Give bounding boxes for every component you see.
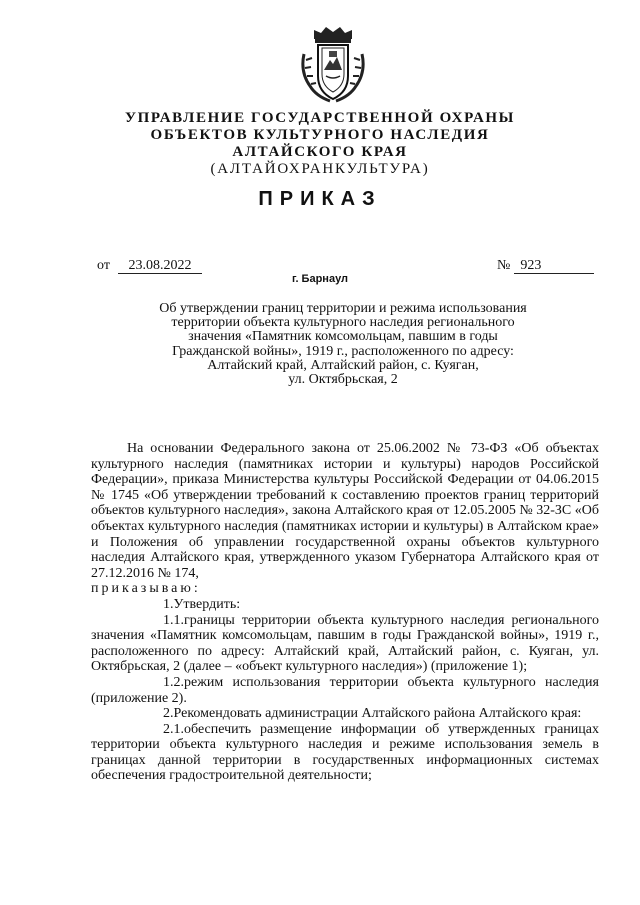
item-1-2: [91, 675, 599, 706]
item-number: 2.1.: [163, 721, 184, 737]
subject-line: Алтайский край, Алтайский район, с. Куяган,: [207, 357, 479, 373]
agency-line: АЛТАЙСКОГО КРАЯ: [232, 144, 408, 160]
item-text: Утвердить:: [173, 596, 241, 612]
city: г. Барнаул: [291, 273, 349, 285]
item-text: Рекомендовать администрации Алтайского района Алтайского края:: [173, 706, 582, 722]
item-1-1: [91, 613, 599, 675]
agency-name: [0, 110, 640, 178]
date-prefix: от: [97, 258, 110, 273]
agency-line: УПРАВЛЕНИЕ ГОСУДАРСТВЕННОЙ ОХРАНЫ: [125, 110, 515, 126]
number-value: 923: [514, 258, 594, 274]
item-number: 1.: [163, 596, 174, 612]
agency-short-name: (АЛТАЙОХРАНКУЛЬТУРА): [210, 161, 430, 177]
item-number: 2.: [163, 706, 174, 722]
item-2: [91, 706, 599, 722]
subject-line: Об утверждении границ территории и режима использования: [159, 301, 527, 316]
item-1: [91, 597, 599, 613]
order-word: приказываю:: [91, 581, 201, 597]
subject-line: территории объекта культурного наследия регионального: [171, 315, 515, 331]
preamble-paragraph: На основании Федерального закона от 25.06.2002 № 73-ФЗ «Об объектах культурного наследия (памятниках истории и культуры) народов Российской Федерации», приказа Министерства культуры Российской Федерации от 04.06.2015 № 1745 «Об утверждении требований к составлению проектов границ территорий объектов культурного наследия», закона Алтайского края от 12.05.2005 № 32-ЗС «Об объектах культурного наследия (памятниках истории и культуры) в Алтайском крае» и Положения об управлении государственной охраны объектов культурного наследия Алтайского края, утвержденного указом Губернатора Алтайского края от 27.12.2016 № 174,: [91, 441, 599, 581]
document-type: ПРИКАЗ: [258, 188, 382, 210]
agency-line: ОБЪЕКТОВ КУЛЬТУРНОГО НАСЛЕДИЯ: [150, 127, 490, 143]
item-number: 1.2.: [163, 674, 184, 690]
order-number: [497, 258, 594, 274]
coat-of-arms-icon: [300, 24, 366, 104]
date-value: 23.08.2022: [118, 258, 202, 274]
order-subject: [138, 302, 548, 387]
item-number: 1.1.: [163, 612, 184, 628]
item-text: границы территории объекта культурного наследия регионального значения «Памятник комсомольцам, павшим в годы Гражданской войны», 1919 г., расположенного по адресу: Алтайский край, Алтайский район, с. Куяган, ул. Октябрьская, 2 (далее – «объект культурного наследия») (приложение 1);: [91, 612, 599, 675]
order-date: [97, 258, 202, 274]
subject-line: Гражданской войны», 1919 г., расположенного по адресу:: [172, 343, 514, 359]
subject-line: ул. Октябрьская, 2: [288, 372, 398, 388]
item-text: обеспечить размещение информации об утвержденных границах территории объекта культурного наследия и режиме использования земель в границах данной территории в государственных информационных системах обеспечения градостроительной деятельности;: [91, 721, 599, 784]
subject-line: значения «Памятник комсомольцам, павшим в годы: [188, 329, 498, 345]
order-body: [91, 441, 599, 784]
item-2-1: [91, 722, 599, 784]
item-text: режим использования территории объекта культурного наследия (приложение 2).: [91, 674, 599, 706]
number-prefix: №: [497, 258, 511, 273]
